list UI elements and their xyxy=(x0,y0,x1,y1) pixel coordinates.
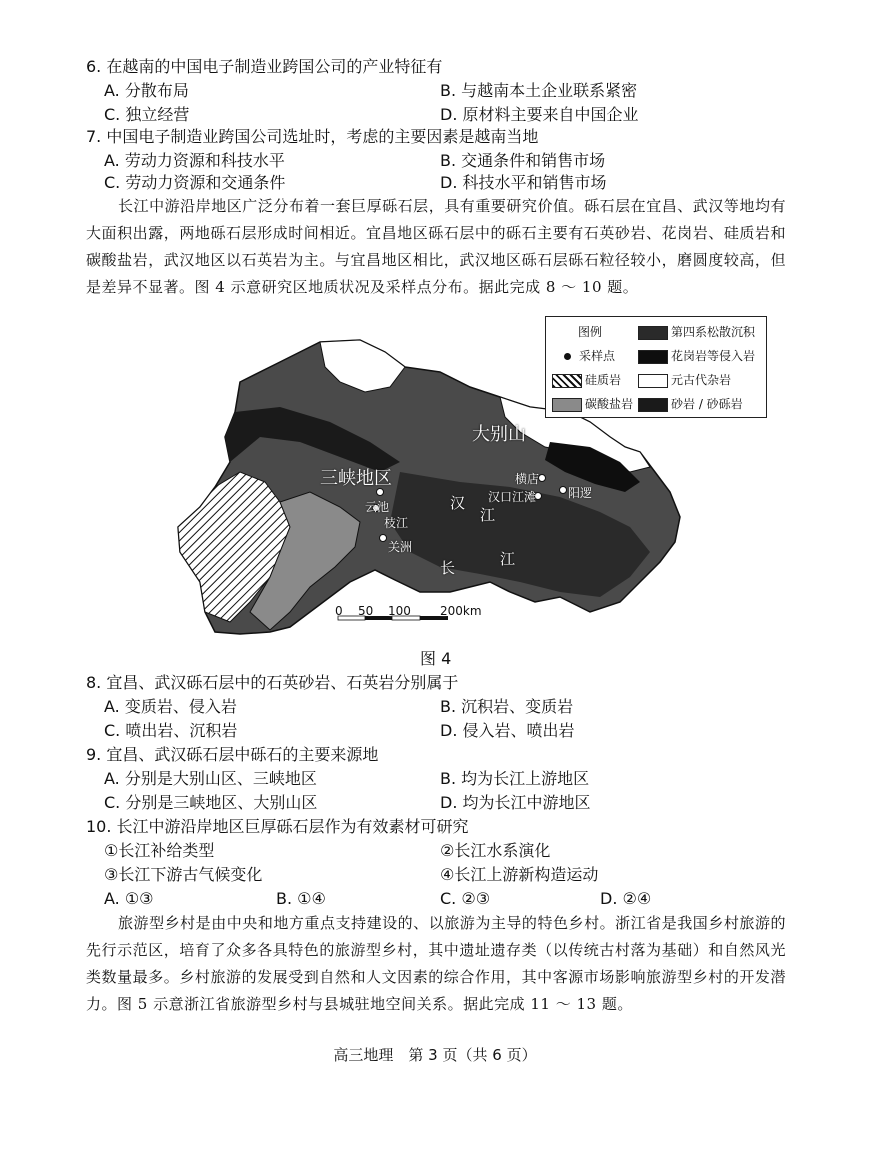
map-legend xyxy=(545,316,767,418)
legend-siliceous-label: 硅质岩 xyxy=(585,373,622,387)
question-8-option-d: D. 侵入岩、喷出岩 xyxy=(440,721,575,740)
question-10-option-b: B. ①④ xyxy=(276,889,326,908)
question-9-option-b: B. 均为长江上游地区 xyxy=(440,769,590,788)
label-guanzhou: 关洲 xyxy=(388,540,413,554)
question-7-option-c: C. 劳动力资源和交通条件 xyxy=(104,173,286,192)
sample-point-guanzhou xyxy=(380,535,387,542)
question-6-option-d: D. 原材料主要来自中国企业 xyxy=(440,105,639,124)
siliceous-swatch xyxy=(552,374,582,388)
granite-swatch xyxy=(638,350,668,364)
label-sanxia: 三峡地区 xyxy=(320,468,392,489)
question-6-option-c: C. 独立经营 xyxy=(104,105,190,124)
question-6-stem: 6. 在越南的中国电子制造业跨国公司的产业特征有 xyxy=(86,57,443,76)
question-10-option-a: A. ①③ xyxy=(104,889,154,908)
question-6-option-b: B. 与越南本土企业联系紧密 xyxy=(440,81,638,100)
question-9-stem: 9. 宜昌、武汉砾石层中砾石的主要来源地 xyxy=(86,745,379,764)
question-8-option-c: C. 喷出岩、沉积岩 xyxy=(104,721,238,740)
question-6-option-a: A. 分散布局 xyxy=(104,81,189,100)
legend-proterozoic xyxy=(638,371,731,388)
label-han: 汉 xyxy=(450,494,466,512)
question-10-option-d: D. ②④ xyxy=(600,889,652,908)
question-8-option-b: B. 沉积岩、变质岩 xyxy=(440,697,574,716)
question-10-option-c: C. ②③ xyxy=(440,889,491,908)
label-dabie: 大别山 xyxy=(472,424,526,445)
legend-siliceous xyxy=(552,371,621,388)
question-9-option-d: D. 均为长江中游地区 xyxy=(440,793,591,812)
passage-gravel-layer: 长江中游沿岸地区广泛分布着一套巨厚砾石层，具有重要研究价值。砾石层在宜昌、武汉等地均有大面积出露，两地砾石层形成时间相近。宜昌地区砾石层中的砾石主要有石英砂岩、花岗岩、硅质岩和碳酸盐岩，武汉地区以石英岩为主。与宜昌地区相比，武汉地区砾石层砾石粒径较小，磨圆度较高，但是差异不显著。图 4 示意研究区地质状况及采样点分布。据此完成 8 ～ 10 题。 xyxy=(86,197,786,296)
scale-label-0: 0 xyxy=(335,604,343,618)
page-footer: 高三地理 第 3 页（共 6 页） xyxy=(333,1046,537,1064)
scale-label-100: 100 xyxy=(388,604,411,618)
legend-quaternary xyxy=(638,323,755,340)
label-hankou: 汉口江滩 xyxy=(488,490,537,504)
question-9-option-c: C. 分别是三峡地区、大别山区 xyxy=(104,793,318,812)
question-10-stem: 10. 长江中游沿岸地区巨厚砾石层作为有效素材可研究 xyxy=(86,817,469,836)
legend-title: 图例 xyxy=(578,325,603,339)
question-10-statement-3: ③长江下游古气候变化 xyxy=(104,865,263,884)
question-8-option-a: A. 变质岩、侵入岩 xyxy=(104,697,237,716)
question-10-statement-1: ①长江补给类型 xyxy=(104,841,215,860)
figure-4-caption: 图 4 xyxy=(420,649,452,668)
legend-quaternary-label: 第四系松散沉积 xyxy=(671,325,756,339)
legend-sample xyxy=(564,347,615,364)
legend-granite-label: 花岗岩等侵入岩 xyxy=(671,349,756,363)
label-zhijiang: 枝江 xyxy=(384,516,409,530)
label-hengdian: 横店 xyxy=(515,472,540,486)
label-yunchi: 云池 xyxy=(365,500,390,514)
question-10-statement-2: ②长江水系演化 xyxy=(440,841,551,860)
legend-proterozoic-label: 元古代杂岩 xyxy=(671,373,732,387)
scale-label-200km: 200km xyxy=(440,604,482,618)
label-jiang-2: 江 xyxy=(500,550,516,568)
sample-point-icon xyxy=(564,353,571,360)
legend-sandstone xyxy=(638,395,743,412)
legend-carbonate-label: 碳酸盐岩 xyxy=(585,397,634,411)
question-10-statement-4: ④长江上游新构造运动 xyxy=(440,865,599,884)
sample-point-yangluo xyxy=(560,487,567,494)
question-7-option-a: A. 劳动力资源和科技水平 xyxy=(104,151,285,170)
legend-sandstone-label: 砂岩 / 砂砾岩 xyxy=(671,397,743,411)
sample-point-hengdian xyxy=(539,475,546,482)
label-chang: 长 xyxy=(440,559,456,577)
proterozoic-swatch xyxy=(638,374,668,388)
label-yangluo: 阳逻 xyxy=(568,486,593,500)
question-7-option-d: D. 科技水平和销售市场 xyxy=(440,173,607,192)
question-7-option-b: B. 交通条件和销售市场 xyxy=(440,151,606,170)
legend-granite xyxy=(638,347,755,364)
question-8-stem: 8. 宜昌、武汉砾石层中的石英砂岩、石英岩分别属于 xyxy=(86,673,459,692)
carbonate-swatch xyxy=(552,398,582,412)
legend-sample-label: 采样点 xyxy=(579,349,616,363)
passage-tourism-village: 旅游型乡村是由中央和地方重点支持建设的、以旅游为主导的特色乡村。浙江省是我国乡村旅游的先行示范区，培育了众多各具特色的旅游型乡村，其中遗址遗存类（以传统古村落为基础）和自然风光类数量最多。乡村旅游的发展受到自然和人文因素的综合作用，其中客源市场影响旅游型乡村的开发潜力。图 5 示意浙江省旅游型乡村与县城驻地空间关系。据此完成 11 ～ 13 题。 xyxy=(86,914,786,1013)
legend-carbonate xyxy=(552,395,633,412)
quaternary-swatch xyxy=(638,326,668,340)
question-9-option-a: A. 分别是大别山区、三峡地区 xyxy=(104,769,317,788)
question-7-stem: 7. 中国电子制造业跨国公司选址时，考虑的主要因素是越南当地 xyxy=(86,127,539,146)
label-jiang-1: 江 xyxy=(480,506,496,524)
scale-label-50: 50 xyxy=(358,604,374,618)
sandstone-swatch xyxy=(638,398,668,412)
